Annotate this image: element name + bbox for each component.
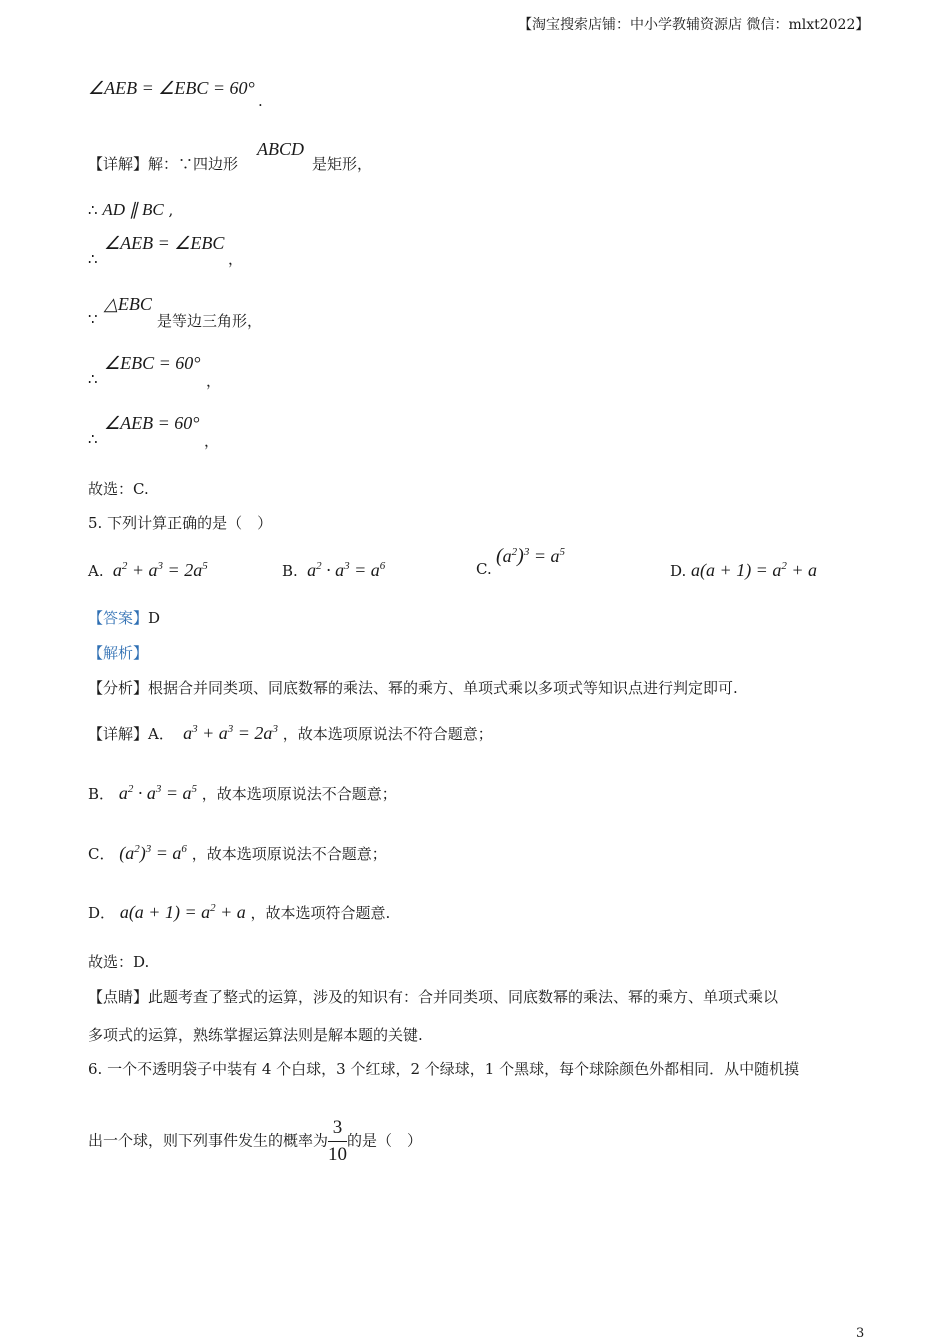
- choose-c: 故选：C.: [88, 480, 149, 498]
- step-3-text: 是等边三角形，: [157, 312, 263, 330]
- detail-b: B． $a^2 \cdot a^3 = a^5$ ，故本选项原说法不合题意；: [88, 783, 397, 803]
- option-b-label: B.: [282, 562, 298, 580]
- q5-option-c-math: $(a^2)^3 = a^5$: [496, 545, 565, 567]
- detail-a-text: ，故本选项原说法不符合题意；: [282, 725, 493, 743]
- detail-d-label: D．: [88, 904, 116, 922]
- q5-option-c-label: C.: [476, 560, 492, 578]
- q5-stem: 5. 下列计算正确的是（ ）: [88, 514, 273, 532]
- detail-a-prefix: 【详解】A．: [88, 725, 174, 743]
- q5-option-d: D. $a(a + 1) = a^2 + a$: [670, 560, 817, 580]
- step-2-symbol: ∴: [88, 250, 98, 268]
- step-1-end: ,: [168, 201, 174, 219]
- detail-line: [88, 153, 238, 174]
- step-3-math: △EBC: [104, 294, 152, 314]
- page-header: 【淘宝搜索店铺：中小学教辅资源店 微信：mlxt2022】: [518, 17, 870, 33]
- choose-d: 故选：D.: [88, 953, 150, 971]
- analysis-text: 【分析】根据合并同类项、同底数幂的乘法、幂的乘方、单项式乘以多项式等知识点进行判定即可.: [88, 679, 738, 697]
- detail-d-text: ，故本选项符合题意.: [250, 904, 391, 922]
- step-2-math: ∠AEB = ∠EBC: [104, 233, 225, 253]
- therefore-symbol: ∴: [88, 201, 98, 219]
- q6-stem-line-1: 6. 一个不透明袋子中装有 4 个白球，3 个红球，2 个绿球，1 个黑球，每个球除颜色外都相同．从中随机摸: [88, 1060, 800, 1078]
- step-5-symbol: ∴: [88, 430, 98, 448]
- detail-c-label: C．: [88, 845, 115, 863]
- is-rectangle: 是矩形，: [312, 155, 373, 173]
- step-3-symbol: ∵: [88, 310, 98, 328]
- fraction-denominator: 10: [328, 1144, 348, 1165]
- answer-tag: 【答案】: [88, 609, 149, 627]
- q6-stem-pre: 出一个球，则下列事件发生的概率为: [88, 1131, 329, 1150]
- step-5-math: ∠AEB = 60°: [104, 413, 200, 433]
- analysis-tag: 【解析】: [88, 644, 149, 662]
- q6-stem-post: 的是（ ）: [347, 1131, 423, 1150]
- step-5-end: ，: [204, 432, 220, 450]
- option-a-label: A.: [88, 562, 104, 580]
- answer-value: D: [148, 609, 161, 627]
- detail-prefix: 【详解】解：∵四边形: [88, 155, 239, 173]
- step-1-math: AD ∥ BC: [102, 200, 164, 219]
- quad-name: ABCD: [257, 139, 304, 159]
- step-4-end: ，: [206, 372, 222, 390]
- fraction-numerator: 3: [328, 1115, 347, 1142]
- equation-top-end: .: [258, 92, 263, 110]
- detail-b-label: B．: [88, 785, 115, 803]
- detail-b-text: ，故本选项原说法不合题意；: [201, 785, 397, 803]
- detail-d: D． $a(a + 1) = a^2 + a$ ，故本选项符合题意.: [88, 902, 391, 922]
- step-2-end: ，: [228, 250, 244, 268]
- detail-c: C． $(a^2)^3 = a^6$ ，故本选项原说法不合题意；: [88, 843, 387, 863]
- step-4-symbol: ∴: [88, 370, 98, 388]
- probability-fraction: [328, 1115, 347, 1168]
- step-1: [88, 200, 173, 220]
- q5-option-a: A. $a^2 + a^3 = 2a^5$: [88, 560, 208, 580]
- dianjing-line-1: 【点睛】此题考查了整式的运算，涉及的知识有：合并同类项、同底数幂的乘法、幂的乘方、单项式乘以: [88, 988, 779, 1006]
- detail-a: 【详解】A． $a^3 + a^3 = 2a^3$ ，故本选项原说法不符合题意；: [88, 723, 493, 743]
- q5-answer-line: [88, 607, 160, 628]
- q6-stem-line-2: [88, 1115, 422, 1168]
- dianjing-line-2: 多项式的运算，熟练掌握运算法则是解本题的关键.: [88, 1026, 423, 1044]
- equation-top: ∠AEB = ∠EBC = 60°: [88, 78, 255, 98]
- step-4-math: ∠EBC = 60°: [104, 353, 201, 373]
- option-d-label: D.: [670, 562, 687, 580]
- page-number: 3: [856, 1326, 865, 1341]
- detail-c-text: ，故本选项原说法不合题意；: [191, 845, 387, 863]
- q5-option-b: B. $a^2 \cdot a^3 = a^6$: [282, 560, 386, 580]
